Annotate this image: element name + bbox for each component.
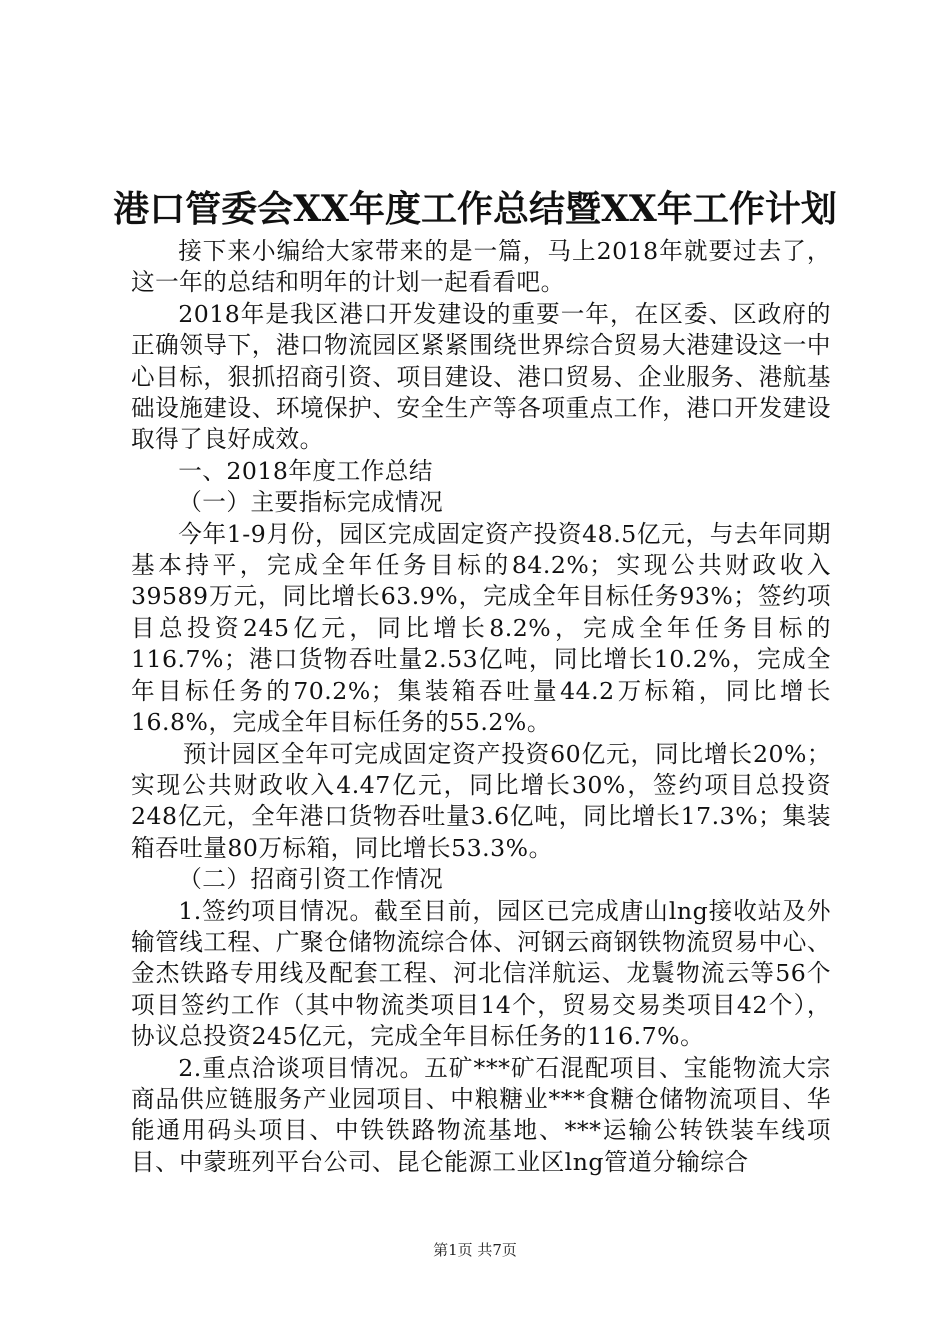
- subsection-heading-indicators: （一）主要指标完成情况: [178, 488, 444, 517]
- paragraph-overview: 2018年是我区港口开发建设的重要一年，在区委、区政府的正确领导下，港口物流园区紧紧围绕世界综合贸易大港建设这一中心目标，狠抓招商引资、项目建设、港口贸易、企业服务、港航基础设施建设、环境保护、安全生产等各项重点工作，港口开发建设取得了良好成效。: [131, 299, 831, 454]
- page-footer: 第1页 共7页: [433, 1241, 517, 1259]
- document-body: [131, 236, 831, 1178]
- paragraph-signed-projects: 1.签约项目情况。截至目前，园区已完成唐山lng接收站及外输管线工程、广聚仓储物流综合体、河钢云商钢铁物流贸易中心、金杰铁路专用线及配套工程、河北信洋航运、龙鬟物流云等56个项目签约工作（其中物流类项目14个，贸易交易类项目42个），协议总投资245亿元，完成全年目标任务的116.7%。: [131, 896, 831, 1051]
- paragraph-key-projects: 2.重点洽谈项目情况。五矿***矿石混配项目、宝能物流大宗商品供应链服务产业园项目、中粮糖业***食糖仓储物流项目、华能通用码头项目、中铁铁路物流基地、***运输公转铁装车线项目、中蒙班列平台公司、昆仑能源工业区lng管道分输综合: [131, 1053, 831, 1176]
- section-heading-summary: 一、2018年度工作总结: [178, 456, 433, 485]
- paragraph-intro: 接下来小编给大家带来的是一篇，马上2018年就要过去了，这一年的总结和明年的计划一起看看吧。: [131, 237, 831, 297]
- paragraph-forecast: 预计园区全年可完成固定资产投资60亿元，同比增长20%；实现公共财政收入4.47亿元，同比增长30%，签约项目总投资248亿元，全年港口货物吞吐量3.6亿吨，同比增长17.3%；集装箱吞吐量80万标箱，同比增长53.3%。: [131, 739, 831, 862]
- paragraph-indicators: 今年1-9月份，园区完成固定资产投资48.5亿元，与去年同期基本持平，完成全年任务目标的84.2%；实现公共财政收入39589万元，同比增长63.9%，完成全年目标任务93%；签约项目总投资245亿元，同比增长8.2%，完成全年任务目标的116.7%；港口货物吞吐量2.53亿吨，同比增长10.2%，完成全年目标任务的70.2%；集装箱吞吐量44.2万标箱，同比增长16.8%，完成全年目标任务的55.2%。: [131, 519, 831, 737]
- subsection-heading-investment: （二）招商引资工作情况: [178, 865, 444, 894]
- document-title: 港口管委会XX年度工作总结暨XX年工作计划: [113, 188, 837, 230]
